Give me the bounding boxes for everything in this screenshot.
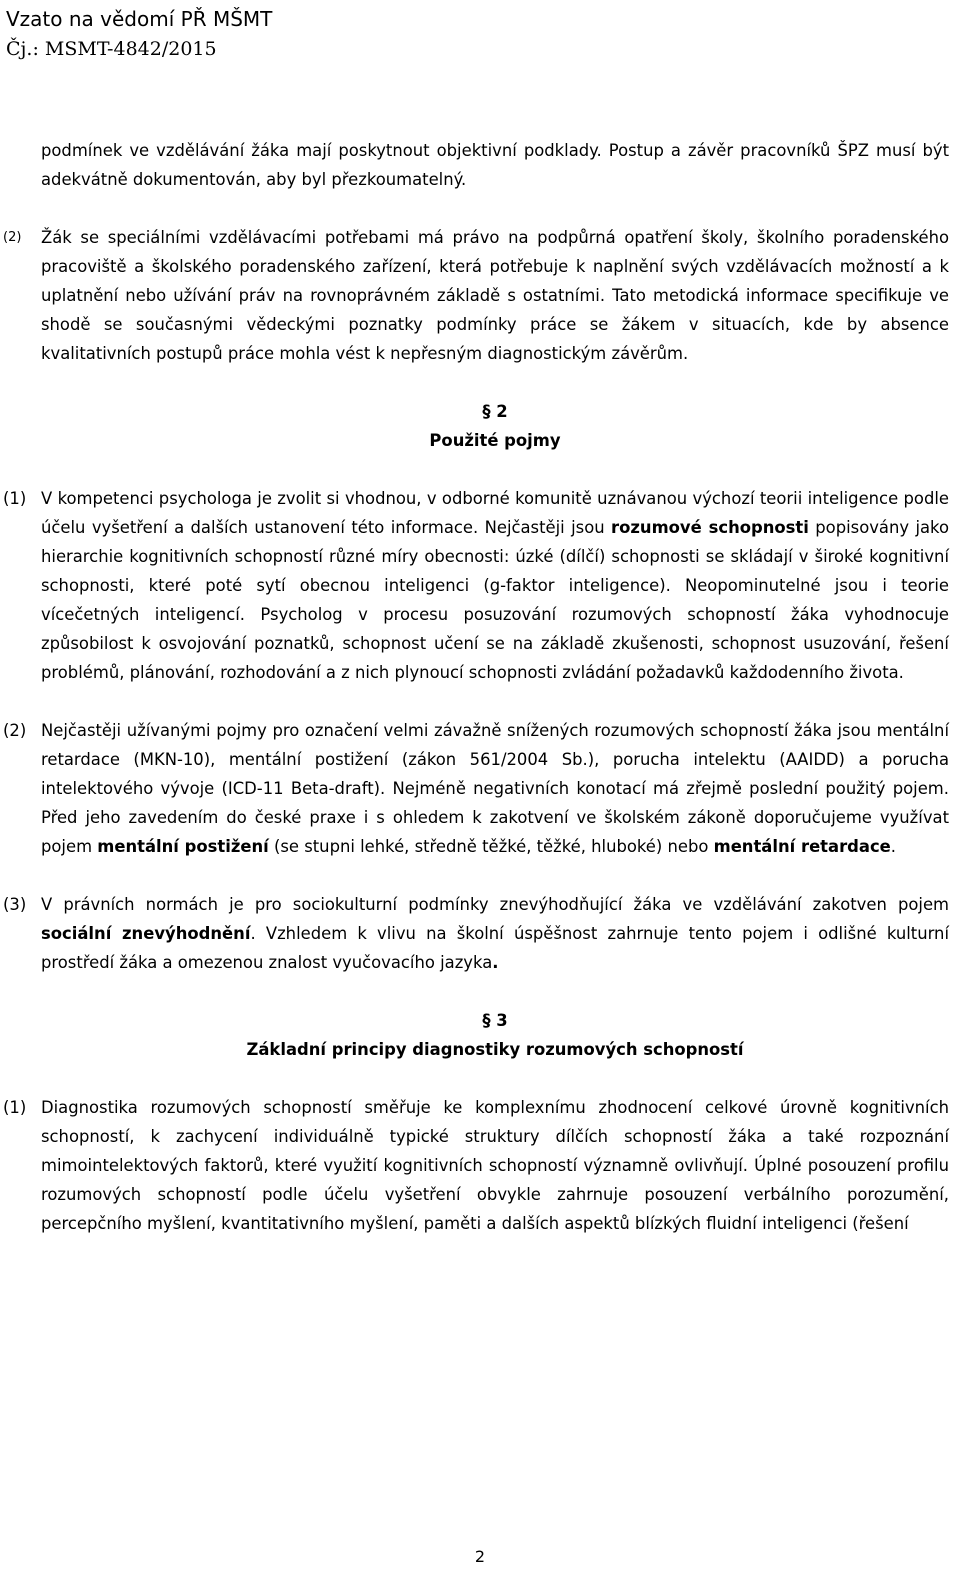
bold-term: mentální retardace xyxy=(713,837,891,856)
item-text: Nejčastěji užívanými pojmy pro označení velmi závažně snížených rozumových schopností žáka jsou mentální retardace (MKN-10), mentální postižení (zákon 561/2004 Sb.), porucha intelektu (AAIDD) a porucha intelektového vývoje (ICD-11 Beta-draft). Nejméně negativních konotací má zřejmě poslední použitý pojem. Před jeho zavedením do české praxe i s ohledem k zakotvení ve školském zákoně doporučujeme využívat pojem xyxy=(41,721,949,856)
page-number: 2 xyxy=(474,1547,486,1566)
section2-item-1 xyxy=(3,484,949,687)
document-body xyxy=(3,136,949,1238)
item-text: . xyxy=(890,837,897,856)
item-text: Diagnostika rozumových schopností směřuje ke komplexnímu zhodnocení celkové úrovně kognitivních schopností, k zachycení individuálně typické struktury dílčích schopností žáka a také rozpoznání mimointelektových faktorů, které využití kognitivních schopností významně ovlivňují. Úplné posouzení profilu rozumových schopností podle účelu vyšetření obvykle zahrnuje posouzení verbálního porozumění, percepčního myšlení, kvantitativního myšlení, paměti a dalších aspektů blízkých fluidní inteligenci (řešení xyxy=(41,1098,949,1233)
item-text: . Vzhledem k vlivu na školní úspěšnost zahrnuje tento pojem i odlišné kulturní prostředí žáka a omezenou znalost vyučovacího jazyka xyxy=(41,924,949,972)
section-title: Základní principy diagnostiky rozumových schopností xyxy=(246,1040,744,1059)
item-text: popisovány jako hierarchie kognitivních schopností různé míry obecnosti: úzké (dílčí) schopnosti se skládají v široké kognitivní schopnosti, které poté sytí obecnou inteligenci (g-faktor inteligence). Neopominutelné jsou i teorie vícečetných inteligencí. Psycholog v procesu posuzování rozumových schopností žáka vyhodnocuje způsobilost k osvojování poznatků, schopnost učení se na základě zkušenosti, schopnost usuzování, řešení problémů, plánování, rozhodování a z nich plynoucí schopnosti zvládání požadavků každodenního života. xyxy=(41,518,949,682)
bold-period: . xyxy=(492,953,499,972)
item-text: V právních normách je pro sociokulturní podmínky znevýhodňující žáka ve vzdělávání zakotven pojem xyxy=(41,895,949,914)
item-number: (1) xyxy=(3,489,27,508)
bold-term: sociální znevýhodnění xyxy=(41,924,251,943)
item-number: (1) xyxy=(3,1098,27,1117)
section2-heading xyxy=(41,397,949,455)
continuation-paragraph: podmínek ve vzdělávání žáka mají poskytnout objektivní podklady. Postup a závěr pracovníků ŠPZ musí být adekvátně dokumentován, aby byl přezkoumatelný. xyxy=(41,141,949,189)
section3-item-1 xyxy=(3,1093,949,1238)
header-line-1: Vzato na vědomí PŘ MŠMT xyxy=(6,7,273,31)
section1-item-2 xyxy=(3,223,949,368)
document-header xyxy=(6,4,272,64)
item-text: (se stupni lehké, středně těžké, těžké, hluboké) nebo xyxy=(268,837,714,856)
section3-heading xyxy=(41,1006,949,1064)
item-number: (2) xyxy=(3,230,22,245)
section-title: Použité pojmy xyxy=(429,431,561,450)
item-number: (3) xyxy=(3,895,27,914)
section-number: § 3 xyxy=(482,1011,508,1030)
bold-term: mentální postižení xyxy=(97,837,269,856)
item-text: V kompetenci psychologa je zvolit si vhodnou, v odborné komunitě uznávanou výchozí teorii inteligence podle účelu vyšetření a dalších ustanovení této informace. Nejčastěji jsou xyxy=(41,489,949,537)
header-line-2: Čj.: MSMT-4842/2015 xyxy=(6,38,217,60)
bold-term: rozumové schopnosti xyxy=(611,518,809,537)
item-text: Žák se speciálními vzdělávacími potřebami má právo na podpůrná opatření školy, školního poradenského pracoviště a školského poradenského zařízení, která potřebuje k naplnění svých vzdělávacích možností a k uplatnění nebo užívání práv na rovnoprávném základě s ostatními. Tato metodická informace specifikuje ve shodě se současnými vědeckými poznatky podmínky práce se žákem v situacích, kde by absence kvalitativních postupů práce mohla vést k nepřesným diagnostickým závěrům. xyxy=(41,228,949,363)
section-number: § 2 xyxy=(482,402,508,421)
item-number: (2) xyxy=(3,721,27,740)
section2-item-2 xyxy=(3,716,949,861)
section2-item-3 xyxy=(3,890,949,977)
